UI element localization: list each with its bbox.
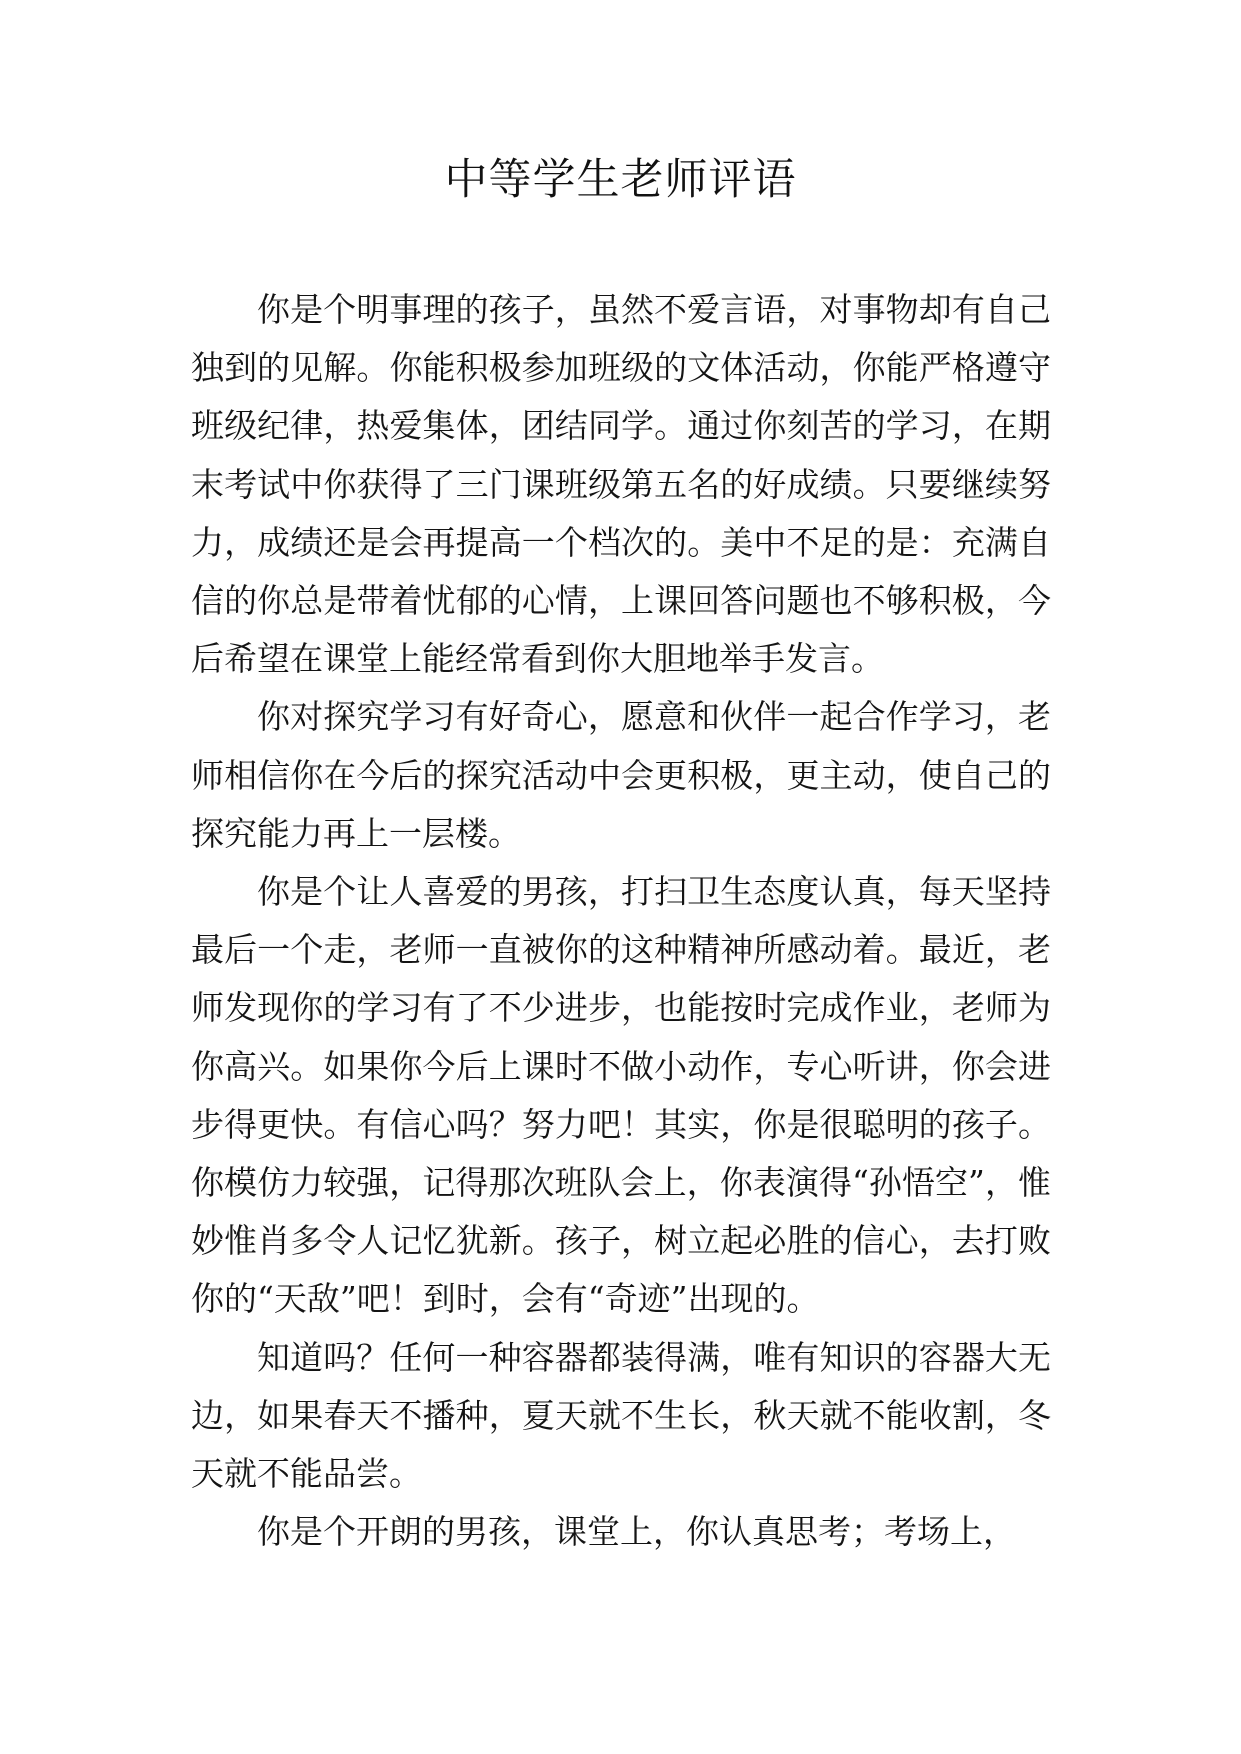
paragraph: 你是个明事理的孩子，虽然不爱言语，对事物却有自己独到的见解。你能积极参加班级的文体活动，你能严格遵守班级纪律，热爱集体，团结同学。通过你刻苦的学习，在期末考试中你获得了三门课班级第五名的好成绩。只要继续努力，成绩还是会再提高一个档次的。美中不足的是：充满自信的你总是带着忧郁的心情，上课回答问题也不够积极，今后希望在课堂上能经常看到你大胆地举手发言。: [191, 290, 1051, 679]
paragraph: 你是个让人喜爱的男孩，打扫卫生态度认真，每天坚持最后一个走，老师一直被你的这种精神所感动着。最近，老师发现你的学习有了不少进步，也能按时完成作业，老师为你高兴。如果你今后上课时不做小动作，专心听讲，你会进步得更快。有信心吗？努力吧！其实，你是很聪明的孩子。你模仿力较强，记得那次班队会上，你表演得“孙悟空”，惟妙惟肖多令人记忆犹新。孩子，树立起必胜的信心，去打败你的“天敌”吧！到时，会有“奇迹”出现的。: [191, 872, 1051, 1319]
paragraph: 知道吗？任何一种容器都装得满，唯有知识的容器大无边，如果春天不播种，夏天就不生长，秋天就不能收割，冬天就不能品尝。: [191, 1337, 1051, 1494]
document-title: 中等学生老师评语: [444, 155, 797, 205]
paragraph: 你是个开朗的男孩，课堂上，你认真思考；考场上，: [257, 1512, 1016, 1552]
paragraph: 你对探究学习有好奇心，愿意和伙伴一起合作学习，老师相信你在今后的探究活动中会更积极，更主动，使自己的探究能力再上一层楼。: [191, 697, 1051, 853]
document-body: [191, 281, 1051, 1561]
